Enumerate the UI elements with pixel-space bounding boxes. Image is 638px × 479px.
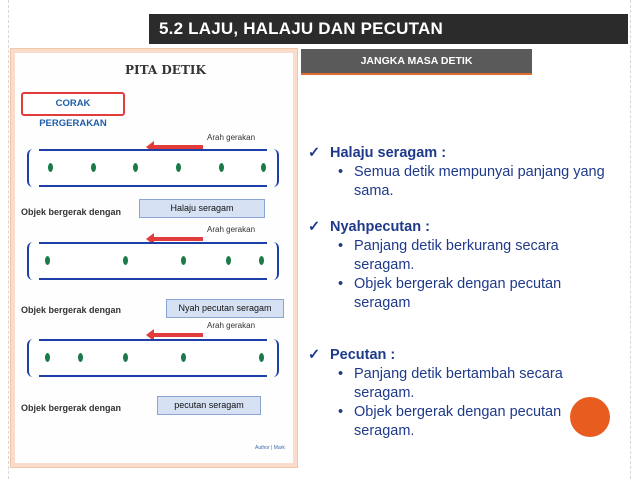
tick-dot (133, 163, 138, 172)
label-halaju-seragam: Halaju seragam (139, 199, 265, 218)
section-nyahpecutan (308, 218, 608, 313)
arrow-label: Arah gerakan (207, 133, 256, 142)
section-heading: Halaju seragam : (330, 145, 447, 161)
checkmark-icon: ✓ (308, 145, 321, 161)
ticker-tape-1 (33, 149, 273, 187)
tape-caption: Objek bergerak dengan (21, 207, 122, 217)
tick-dot (123, 256, 128, 265)
bullet-icon: • (338, 238, 344, 254)
subtitle: JANGKA MASA DETIK (301, 49, 532, 75)
tick-dot (259, 256, 264, 265)
tick-dot (48, 163, 53, 172)
corak-label: CORAK PERGERAKAN (21, 92, 125, 116)
title-bar (10, 4, 628, 42)
section-item: Panjang detik berkurang secara seragam. (354, 238, 559, 273)
section-halaju-seragam (308, 144, 608, 201)
slide-title: 5.2 LAJU, HALAJU DAN PECUTAN (149, 14, 628, 44)
tick-dot (181, 353, 186, 362)
ticker-tape-2 (33, 242, 273, 280)
tick-dot (261, 163, 266, 172)
right-border (630, 0, 631, 479)
checkmark-icon: ✓ (308, 347, 321, 363)
arrow-label: Arah gerakan (207, 225, 256, 234)
section-heading: Pecutan : (330, 347, 396, 363)
tick-dot (91, 163, 96, 172)
label-nyah-pecutan-seragam: Nyah pecutan seragam (166, 299, 284, 318)
tick-dot (78, 353, 83, 362)
section-item: Panjang detik bertambah secara seragam. (354, 366, 563, 401)
tick-dot (181, 256, 186, 265)
section-item: Semua detik mempunyai panjang yang sama. (354, 164, 605, 199)
left-border (8, 0, 9, 479)
figure-title: PITA DETIK (125, 63, 206, 77)
ticker-tape-3 (33, 339, 273, 377)
orange-circle-decoration (570, 397, 610, 437)
ticker-tape-figure (10, 48, 298, 468)
bullet-icon: • (338, 366, 344, 382)
tick-dot (123, 353, 128, 362)
section-pecutan (308, 346, 608, 441)
tick-dot (259, 353, 264, 362)
tick-dot (45, 353, 50, 362)
tick-dot (226, 256, 231, 265)
arrow-label: Arah gerakan (207, 321, 256, 330)
tape-caption: Objek bergerak dengan (21, 305, 122, 315)
checkmark-icon: ✓ (308, 219, 321, 235)
section-item: Objek bergerak dengan pecutan seragam (354, 276, 562, 311)
tick-dot (219, 163, 224, 172)
figure-credit: Author | Mark (255, 445, 285, 451)
tape-caption: Objek bergerak dengan (21, 403, 122, 413)
section-heading: Nyahpecutan : (330, 219, 430, 235)
section-item: Objek bergerak dengan pecutan seragam. (354, 404, 562, 439)
bullet-icon: • (338, 404, 344, 420)
tick-dot (45, 256, 50, 265)
label-pecutan-seragam: pecutan seragam (157, 396, 261, 415)
bullet-icon: • (338, 276, 344, 292)
arrow-icon (153, 333, 203, 337)
tick-dot (176, 163, 181, 172)
arrow-icon (153, 237, 203, 241)
bullet-icon: • (338, 164, 344, 180)
